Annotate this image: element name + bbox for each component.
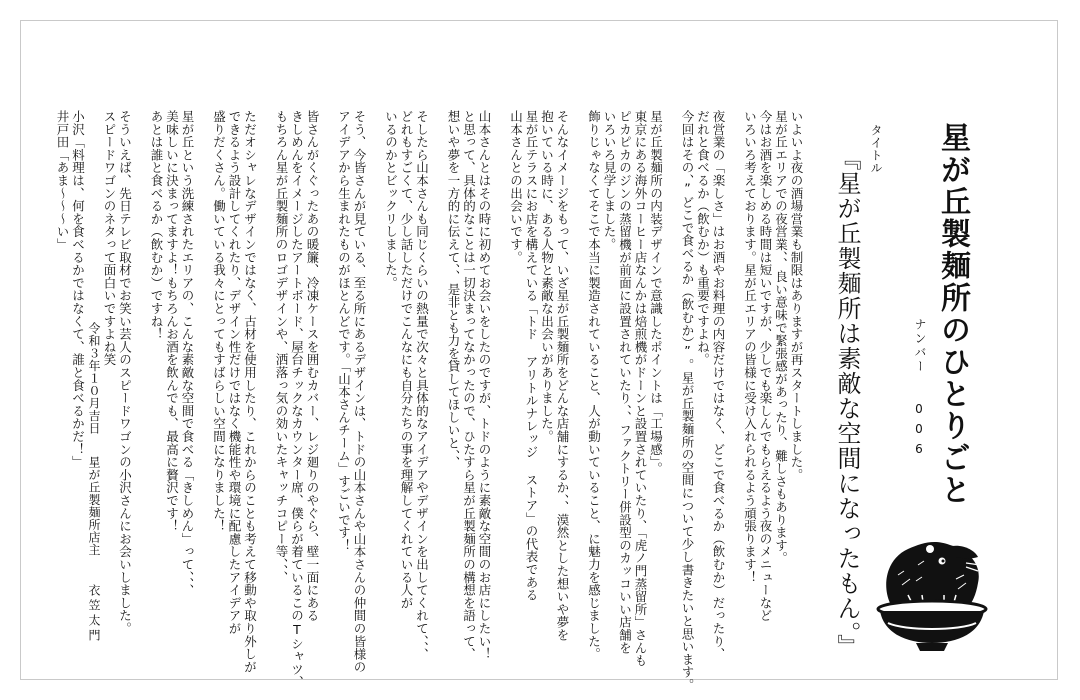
series-number: 006 <box>912 402 926 462</box>
paragraph-gap <box>320 110 336 630</box>
body-line: ピカピカのジンの蒸留機が前面に設置されていたり、、ファクトリー併設型のカッコいい店舗を <box>617 110 633 655</box>
body-line: 美味しいに決まってますよ！もちろんお酒を飲んでも、最高に贅沢です！ <box>164 110 180 533</box>
body-line: 今はお酒を楽しめる時間は短いですが、少しでも楽しんでもらえるよう夜のメニューなど <box>758 110 773 622</box>
paragraph-gap <box>258 110 274 630</box>
body-line: ただオシャレなデザインではなく、古材を使用したり、これからのことも考えて移動や取り外しが <box>242 110 258 674</box>
body-line: 盛りだくさん。働いている我々にとってもすばらしい空間になりました！ <box>211 110 227 533</box>
paragraph-gap <box>570 110 586 630</box>
body-line: そしたら山本さんも同じくらいの熱量で次々と具体的なアイデアやデザインを出してくれて、、、 <box>414 110 430 661</box>
body-line: と思って、具体的なことは一切決まってなかったので、ひたすら星が丘製麺所の構想を語って、 <box>461 110 477 661</box>
body-line: 夜営業の「楽しさ」はお酒やお料理の内容だけではなく、どこで食べるか（飲むか）だったり、 <box>711 110 726 661</box>
shop-signature: 星が丘製麺所店主 <box>87 456 101 556</box>
paragraph-gap <box>367 110 383 630</box>
body-line: 山本さんとはその時に初めてお会いをしたのですが、トドのように素敵な空間のお店にしたい！ <box>477 110 492 661</box>
paragraph-gap <box>195 110 211 630</box>
body-line: そう、今皆さんが見ている、至る所にあるデザインは、トドの山本さんや山本さんの仲間の皆様の <box>352 110 367 674</box>
body-line: 今回はその、”どこで食べるか（飲むか）”。星が丘製麺所の空間について少し書きたいと思います。 <box>680 110 695 692</box>
body-line: 想いや夢を一方的に伝えて、、是非とも力を貸してほしいと、、 <box>446 110 461 469</box>
body-line: いろいろ見学しました。 <box>602 110 617 251</box>
paragraph-gap <box>726 110 742 630</box>
paragraph-gap <box>492 110 508 630</box>
article-body <box>55 110 805 692</box>
body-line: 飾りじゃなくてそこで本当に製造されていること、人が動いていること、に魅力を感じました。 <box>586 110 602 661</box>
series-label: ナンバー <box>913 318 927 374</box>
body-line: いろいろ考えております。星が丘エリアの皆様に受け入れられるよう頑張ります！ <box>742 110 758 584</box>
paragraph-gap <box>430 110 446 630</box>
body-line: 井戸田「あま～～～い」 <box>55 110 70 251</box>
body-line: 抱いている時に、ある人物と素敵な出会いがありました。 <box>539 110 555 443</box>
body-line: 星が丘テラスにお店を構えている「トド アリトルナレッジ ストア」の代表である <box>524 110 539 602</box>
column-title: 『星が丘製麺所は素敵な空間になったもん。』 <box>833 146 861 659</box>
body-line: いよいよ夜の酒場営業も制限はありますが再スタートしました。 <box>789 110 804 482</box>
body-line: いるのかとビックリしました。 <box>383 110 399 290</box>
date-line: 令和３年１０月吉日 <box>87 322 101 435</box>
body-line: どれもすごくて、少し話しただけでこんなにも自分たちの事を理解してくれている人が <box>399 110 414 610</box>
body-line: 小沢「料理は、何を食べるかではなくて、誰と食べるかだ！」 <box>70 110 86 469</box>
body-line: 皆さんがくぐったあの暖簾、冷凍ケースを囲むカバー、レジ廻りのやぐら、壁一面にある <box>305 110 320 622</box>
body-line: 星が丘エリアでの夜営業、、良い意味で緊張感があったり、難しさもあります。 <box>773 110 789 565</box>
body-line: 星が丘という洗練されたエリアの、こんな素敵な空間で食べる「きしめん」って、、、 <box>180 110 195 597</box>
body-line: 東京にある海外コーヒー店なんかは焙煎機がドーンと設置されていたり、「虎ノ門蒸留所」さんも <box>633 110 648 667</box>
paragraph-gap <box>664 110 680 630</box>
body-line: きしめんをイメージしたアートボード、屋台チックなカウンター席、僕らが着ているこのTシャツ、 <box>289 110 305 689</box>
owner-name: 衣笠太門 <box>87 584 101 644</box>
page-title: 星が丘製麺所のひとりごと <box>935 122 970 506</box>
body-line: そういえば、先日テレビ取材でお笑い芸人のスピードワゴンの小沢さんにお会いしました。 <box>117 110 133 635</box>
body-line: 星が丘製麺所の内装デザインで意識したポイントは「工場感」。 <box>648 110 664 475</box>
body-line: そんなイメージをもって、いざ星が丘製麺所をどんな店舗にするか、、漠然とした想いや夢を <box>555 110 570 642</box>
paragraph-gap <box>133 110 149 630</box>
body-line: もちろん星が丘製麺所のロゴデザインや、洒落っ気の効いたキャッチコピー等、、、 <box>274 110 289 584</box>
body-line: アイデアから生まれたものがほとんどです。「山本さんチーム」すごいです！ <box>336 110 352 552</box>
body-line: できるよう設計してくれたり、デザイン性だけではなく機能性や環境に配慮したアイデアが <box>227 110 242 635</box>
otter-in-bowl-icon <box>868 525 998 655</box>
column-title-label: タイトル <box>869 124 883 174</box>
body-line: スピードワゴンのネタって面白いですよね笑 <box>102 110 117 366</box>
body-line: あとは誰と食べるか（飲むか）ですね！ <box>149 110 164 341</box>
body-line: 山本さんとの出会いです。 <box>508 110 524 264</box>
body-line: だれと食べるか（飲むか）も重要ですよね。 <box>695 110 711 366</box>
